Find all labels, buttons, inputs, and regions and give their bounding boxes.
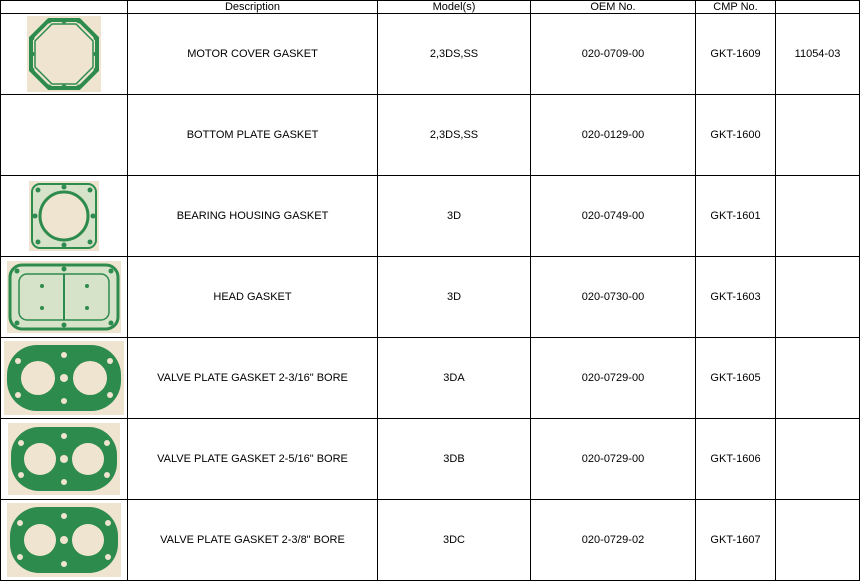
- models-cell: 2,3DS,SS: [378, 14, 531, 95]
- table-row: [1, 95, 860, 176]
- header-row: [1, 1, 860, 14]
- gasket-image: [8, 423, 120, 495]
- header-cmp: CMP No.: [696, 1, 776, 14]
- oem-cell: 020-0729-00: [531, 419, 696, 500]
- image-cell: [1, 14, 128, 95]
- header-description: Description: [128, 1, 378, 14]
- extra-cell: 11054-03: [776, 14, 860, 95]
- models-cell: 3DA: [378, 338, 531, 419]
- image-cell: [1, 257, 128, 338]
- description-cell: VALVE PLATE GASKET 2-3/8" BORE: [128, 500, 378, 581]
- description-cell: MOTOR COVER GASKET: [128, 14, 378, 95]
- oem-cell: 020-0129-00: [531, 95, 696, 176]
- header-oem: OEM No.: [531, 1, 696, 14]
- cmp-cell: GKT-1606: [696, 419, 776, 500]
- header-models: Model(s): [378, 1, 531, 14]
- cmp-cell: GKT-1605: [696, 338, 776, 419]
- extra-cell: [776, 176, 860, 257]
- header-extra: [776, 1, 860, 14]
- extra-cell: [776, 257, 860, 338]
- description-cell: VALVE PLATE GASKET 2-3/16" BORE: [128, 338, 378, 419]
- oem-cell: 020-0749-00: [531, 176, 696, 257]
- models-cell: 3D: [378, 257, 531, 338]
- cmp-cell: GKT-1603: [696, 257, 776, 338]
- image-cell: [1, 500, 128, 581]
- models-cell: 2,3DS,SS: [378, 95, 531, 176]
- oem-cell: 020-0729-02: [531, 500, 696, 581]
- models-cell: 3DB: [378, 419, 531, 500]
- description-cell: VALVE PLATE GASKET 2-5/16" BORE: [128, 419, 378, 500]
- table-row: [1, 176, 860, 257]
- gasket-image: [27, 16, 101, 92]
- description-cell: HEAD GASKET: [128, 257, 378, 338]
- cmp-cell: GKT-1601: [696, 176, 776, 257]
- extra-cell: [776, 95, 860, 176]
- gasket-image: [7, 503, 121, 577]
- image-cell: [1, 338, 128, 419]
- cmp-cell: GKT-1609: [696, 14, 776, 95]
- gasket-image: [7, 261, 121, 333]
- oem-cell: 020-0730-00: [531, 257, 696, 338]
- cmp-cell: GKT-1607: [696, 500, 776, 581]
- extra-cell: [776, 500, 860, 581]
- description-cell: BOTTOM PLATE GASKET: [128, 95, 378, 176]
- table-row: [1, 419, 860, 500]
- models-cell: 3D: [378, 176, 531, 257]
- table-row: [1, 257, 860, 338]
- image-cell: [1, 419, 128, 500]
- image-cell: [1, 95, 128, 176]
- table-row: [1, 500, 860, 581]
- table-row: [1, 338, 860, 419]
- table-row: [1, 14, 860, 95]
- description-cell: BEARING HOUSING GASKET: [128, 176, 378, 257]
- header-image: [1, 1, 128, 14]
- oem-cell: 020-0729-00: [531, 338, 696, 419]
- extra-cell: [776, 338, 860, 419]
- gasket-image: [4, 341, 124, 415]
- oem-cell: 020-0709-00: [531, 14, 696, 95]
- models-cell: 3DC: [378, 500, 531, 581]
- extra-cell: [776, 419, 860, 500]
- cmp-cell: GKT-1600: [696, 95, 776, 176]
- image-cell: [1, 176, 128, 257]
- gasket-image: [29, 181, 99, 251]
